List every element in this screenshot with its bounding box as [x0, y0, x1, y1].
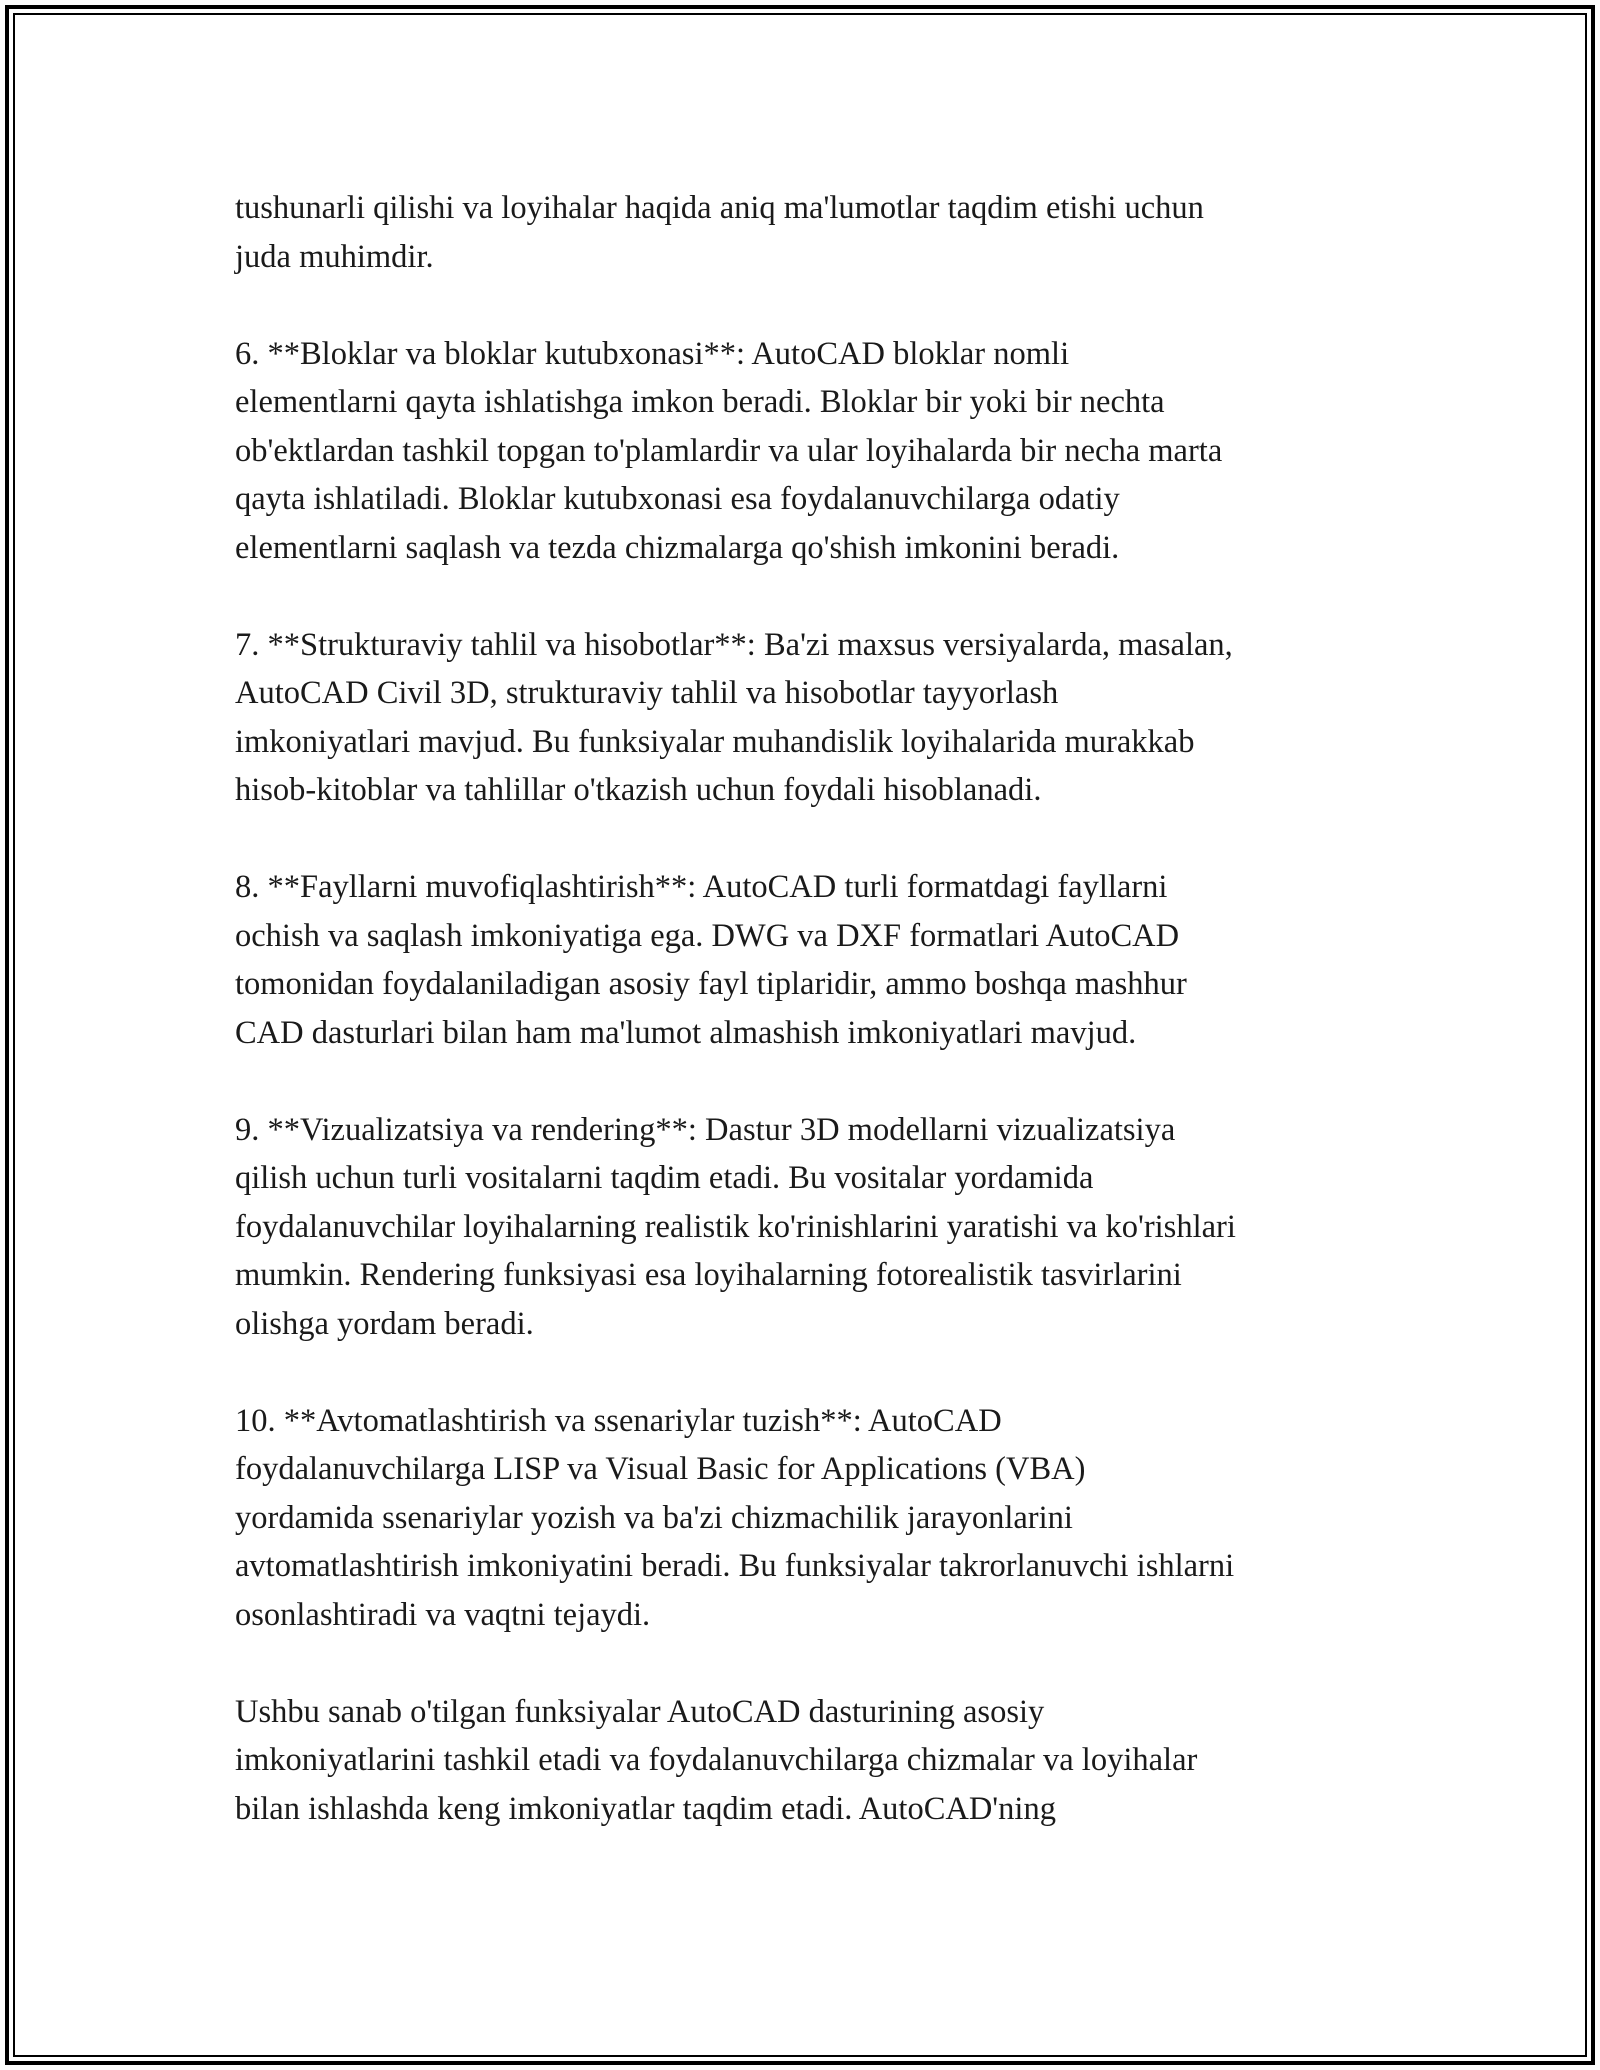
paragraph-item-6-blocks: 6. **Bloklar va bloklar kutubxonasi**: AutoCAD bloklar nomli elementlarni qayta ishlatishga imkon beradi. Bloklar bir yoki bir nechta ob'ektlardan tashkil topgan to'plamlardir va ular loyihalarda bir necha marta qayta ishlatiladi. Bloklar kutubxonasi esa foydalanuvchilarga odatiy elementlarni saqlash va tezda chizmalarga qo'shish imkonini beradi. [235, 335, 1223, 566]
paragraph-continuation: tushunarli qilishi va loyihalar haqida aniq ma'lumotlar taqdim etishi uchun juda muhimdir. [235, 190, 1204, 275]
paragraph-item-7-structural-analysis: 7. **Strukturaviy tahlil va hisobotlar**: Ba'zi maxsus versiyalarda, masalan, AutoCAD Civil 3D, strukturaviy tahlil va hisobotlar tayyorlash imkoniyatlari mavjud. Bu funksiyalar muhandislik loyihalarida murakkab hisob-kitoblar va tahlillar o'tkazish uchun foydali hisoblanadi. [235, 626, 1233, 808]
paragraph-summary: Ushbu sanab o'tilgan funksiyalar AutoCAD dasturining asosiy imkoniyatlarini tashkil etadi va foydalanuvchilarga chizmalar va loyihalar bilan ishlashda keng imkoniyatlar taqdim etadi. AutoCAD'ning [235, 1693, 1198, 1827]
document-body [235, 184, 1375, 1833]
paragraph-item-9-visualization: 9. **Vizualizatsiya va rendering**: Dastur 3D modellarni vizualizatsiya qilish uchun turli vositalarni taqdim etadi. Bu vositalar yordamida foydalanuvchilar loyihalarning realistik ko'rinishlarini yaratishi va ko'rishlari mumkin. Rendering funksiyasi esa loyihalarning fotorealistik tasvirlarini olishga yordam beradi. [235, 1111, 1236, 1342]
paragraph-item-10-automation: 10. **Avtomatlashtirish va ssenariylar tuzish**: AutoCAD foydalanuvchilarga LISP va Visual Basic for Applications (VBA) yordamida ssenariylar yozish va ba'zi chizmachilik jarayonlarini avtomatlashtirish imkoniyatini beradi. Bu funksiyalar takrorlanuvchi ishlarni osonlashtiradi va vaqtni tejaydi. [235, 1402, 1235, 1633]
paragraph-item-8-file-compatibility: 8. **Fayllarni muvofiqlashtirish**: AutoCAD turli formatdagi fayllarni ochish va saqlash imkoniyatiga ega. DWG va DXF formatlari AutoCAD tomonidan foydalaniladigan asosiy fayl tiplaridir, ammo boshqa mashhur CAD dasturlari bilan ham ma'lumot almashish imkoniyatlari mavjud. [235, 869, 1187, 1051]
